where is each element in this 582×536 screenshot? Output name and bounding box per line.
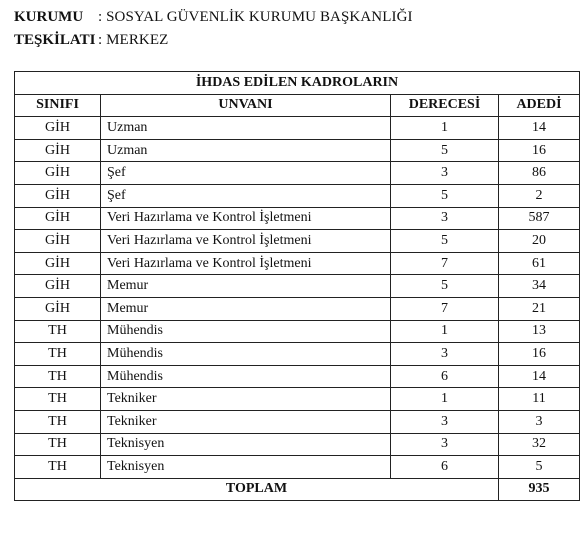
- cell-sinifi: GİH: [15, 162, 101, 185]
- cell-adedi: 13: [499, 320, 580, 343]
- cell-unvani: Mühendis: [101, 343, 391, 366]
- table-row: [15, 184, 580, 207]
- table-row: [15, 365, 580, 388]
- cell-derecesi: 3: [391, 162, 499, 185]
- cell-adedi: 3: [499, 410, 580, 433]
- cell-unvani: Memur: [101, 297, 391, 320]
- cell-unvani: Memur: [101, 275, 391, 298]
- cell-adedi: 587: [499, 207, 580, 230]
- cell-derecesi: 3: [391, 207, 499, 230]
- cell-sinifi: GİH: [15, 139, 101, 162]
- column-header-sinifi: SINIFI: [15, 94, 101, 117]
- cell-derecesi: 7: [391, 252, 499, 275]
- cell-adedi: 14: [499, 117, 580, 140]
- cell-derecesi: 5: [391, 230, 499, 253]
- table-row: [15, 343, 580, 366]
- kurumu-value: : SOSYAL GÜVENLİK KURUMU BAŞKANLIĞI: [98, 9, 413, 25]
- cell-derecesi: 1: [391, 320, 499, 343]
- cell-adedi: 11: [499, 388, 580, 411]
- cell-sinifi: GİH: [15, 275, 101, 298]
- cell-sinifi: TH: [15, 343, 101, 366]
- table-title-row: [15, 72, 580, 95]
- teskilati-label: TEŞKİLATI: [14, 32, 96, 48]
- cell-sinifi: TH: [15, 433, 101, 456]
- teskilati-value: : MERKEZ: [98, 32, 169, 48]
- table-row: [15, 456, 580, 479]
- cell-unvani: Teknisyen: [101, 456, 391, 479]
- column-header-derecesi: DERECESİ: [391, 94, 499, 117]
- table-row: [15, 320, 580, 343]
- cell-sinifi: GİH: [15, 252, 101, 275]
- cell-adedi: 32: [499, 433, 580, 456]
- cell-adedi: 16: [499, 139, 580, 162]
- cell-unvani: Mühendis: [101, 320, 391, 343]
- cell-sinifi: GİH: [15, 207, 101, 230]
- cell-adedi: 61: [499, 252, 580, 275]
- cell-derecesi: 7: [391, 297, 499, 320]
- cell-unvani: Uzman: [101, 139, 391, 162]
- cell-adedi: 86: [499, 162, 580, 185]
- cell-adedi: 2: [499, 184, 580, 207]
- cell-adedi: 16: [499, 343, 580, 366]
- cell-adedi: 14: [499, 365, 580, 388]
- teskilati-line: [14, 31, 168, 49]
- table-row: [15, 117, 580, 140]
- cell-derecesi: 6: [391, 456, 499, 479]
- table-header-row: [15, 94, 580, 117]
- table-row: [15, 207, 580, 230]
- cell-sinifi: TH: [15, 365, 101, 388]
- total-row: [15, 478, 580, 501]
- cell-derecesi: 3: [391, 343, 499, 366]
- table-title: İHDAS EDİLEN KADROLARIN: [15, 72, 580, 95]
- cell-unvani: Tekniker: [101, 410, 391, 433]
- table-row: [15, 162, 580, 185]
- cell-sinifi: TH: [15, 456, 101, 479]
- cell-unvani: Tekniker: [101, 388, 391, 411]
- cell-sinifi: TH: [15, 410, 101, 433]
- total-label: TOPLAM: [15, 478, 499, 501]
- table-row: [15, 297, 580, 320]
- kurumu-label: KURUMU: [14, 9, 84, 25]
- cell-sinifi: GİH: [15, 184, 101, 207]
- cell-adedi: 20: [499, 230, 580, 253]
- cell-sinifi: GİH: [15, 230, 101, 253]
- cell-derecesi: 3: [391, 410, 499, 433]
- cell-derecesi: 1: [391, 117, 499, 140]
- cell-derecesi: 5: [391, 184, 499, 207]
- table-row: [15, 230, 580, 253]
- cell-sinifi: TH: [15, 320, 101, 343]
- cell-unvani: Şef: [101, 184, 391, 207]
- column-header-unvani: UNVANI: [101, 94, 391, 117]
- cell-unvani: Uzman: [101, 117, 391, 140]
- cell-unvani: Veri Hazırlama ve Kontrol İşletmeni: [101, 230, 391, 253]
- cell-unvani: Veri Hazırlama ve Kontrol İşletmeni: [101, 252, 391, 275]
- cell-derecesi: 1: [391, 388, 499, 411]
- cell-unvani: Teknisyen: [101, 433, 391, 456]
- kadro-table: [14, 71, 580, 501]
- total-value: 935: [499, 478, 580, 501]
- cell-sinifi: GİH: [15, 117, 101, 140]
- cell-adedi: 21: [499, 297, 580, 320]
- table-row: [15, 433, 580, 456]
- cell-derecesi: 6: [391, 365, 499, 388]
- cell-derecesi: 5: [391, 275, 499, 298]
- cell-adedi: 34: [499, 275, 580, 298]
- cell-unvani: Mühendis: [101, 365, 391, 388]
- table-row: [15, 139, 580, 162]
- table-row: [15, 410, 580, 433]
- cell-unvani: Şef: [101, 162, 391, 185]
- cell-unvani: Veri Hazırlama ve Kontrol İşletmeni: [101, 207, 391, 230]
- cell-sinifi: GİH: [15, 297, 101, 320]
- kurumu-line: [14, 8, 413, 26]
- table-row: [15, 275, 580, 298]
- cell-adedi: 5: [499, 456, 580, 479]
- cell-derecesi: 3: [391, 433, 499, 456]
- column-header-adedi: ADEDİ: [499, 94, 580, 117]
- table-row: [15, 252, 580, 275]
- table-row: [15, 388, 580, 411]
- cell-sinifi: TH: [15, 388, 101, 411]
- table-body: [15, 117, 580, 479]
- cell-derecesi: 5: [391, 139, 499, 162]
